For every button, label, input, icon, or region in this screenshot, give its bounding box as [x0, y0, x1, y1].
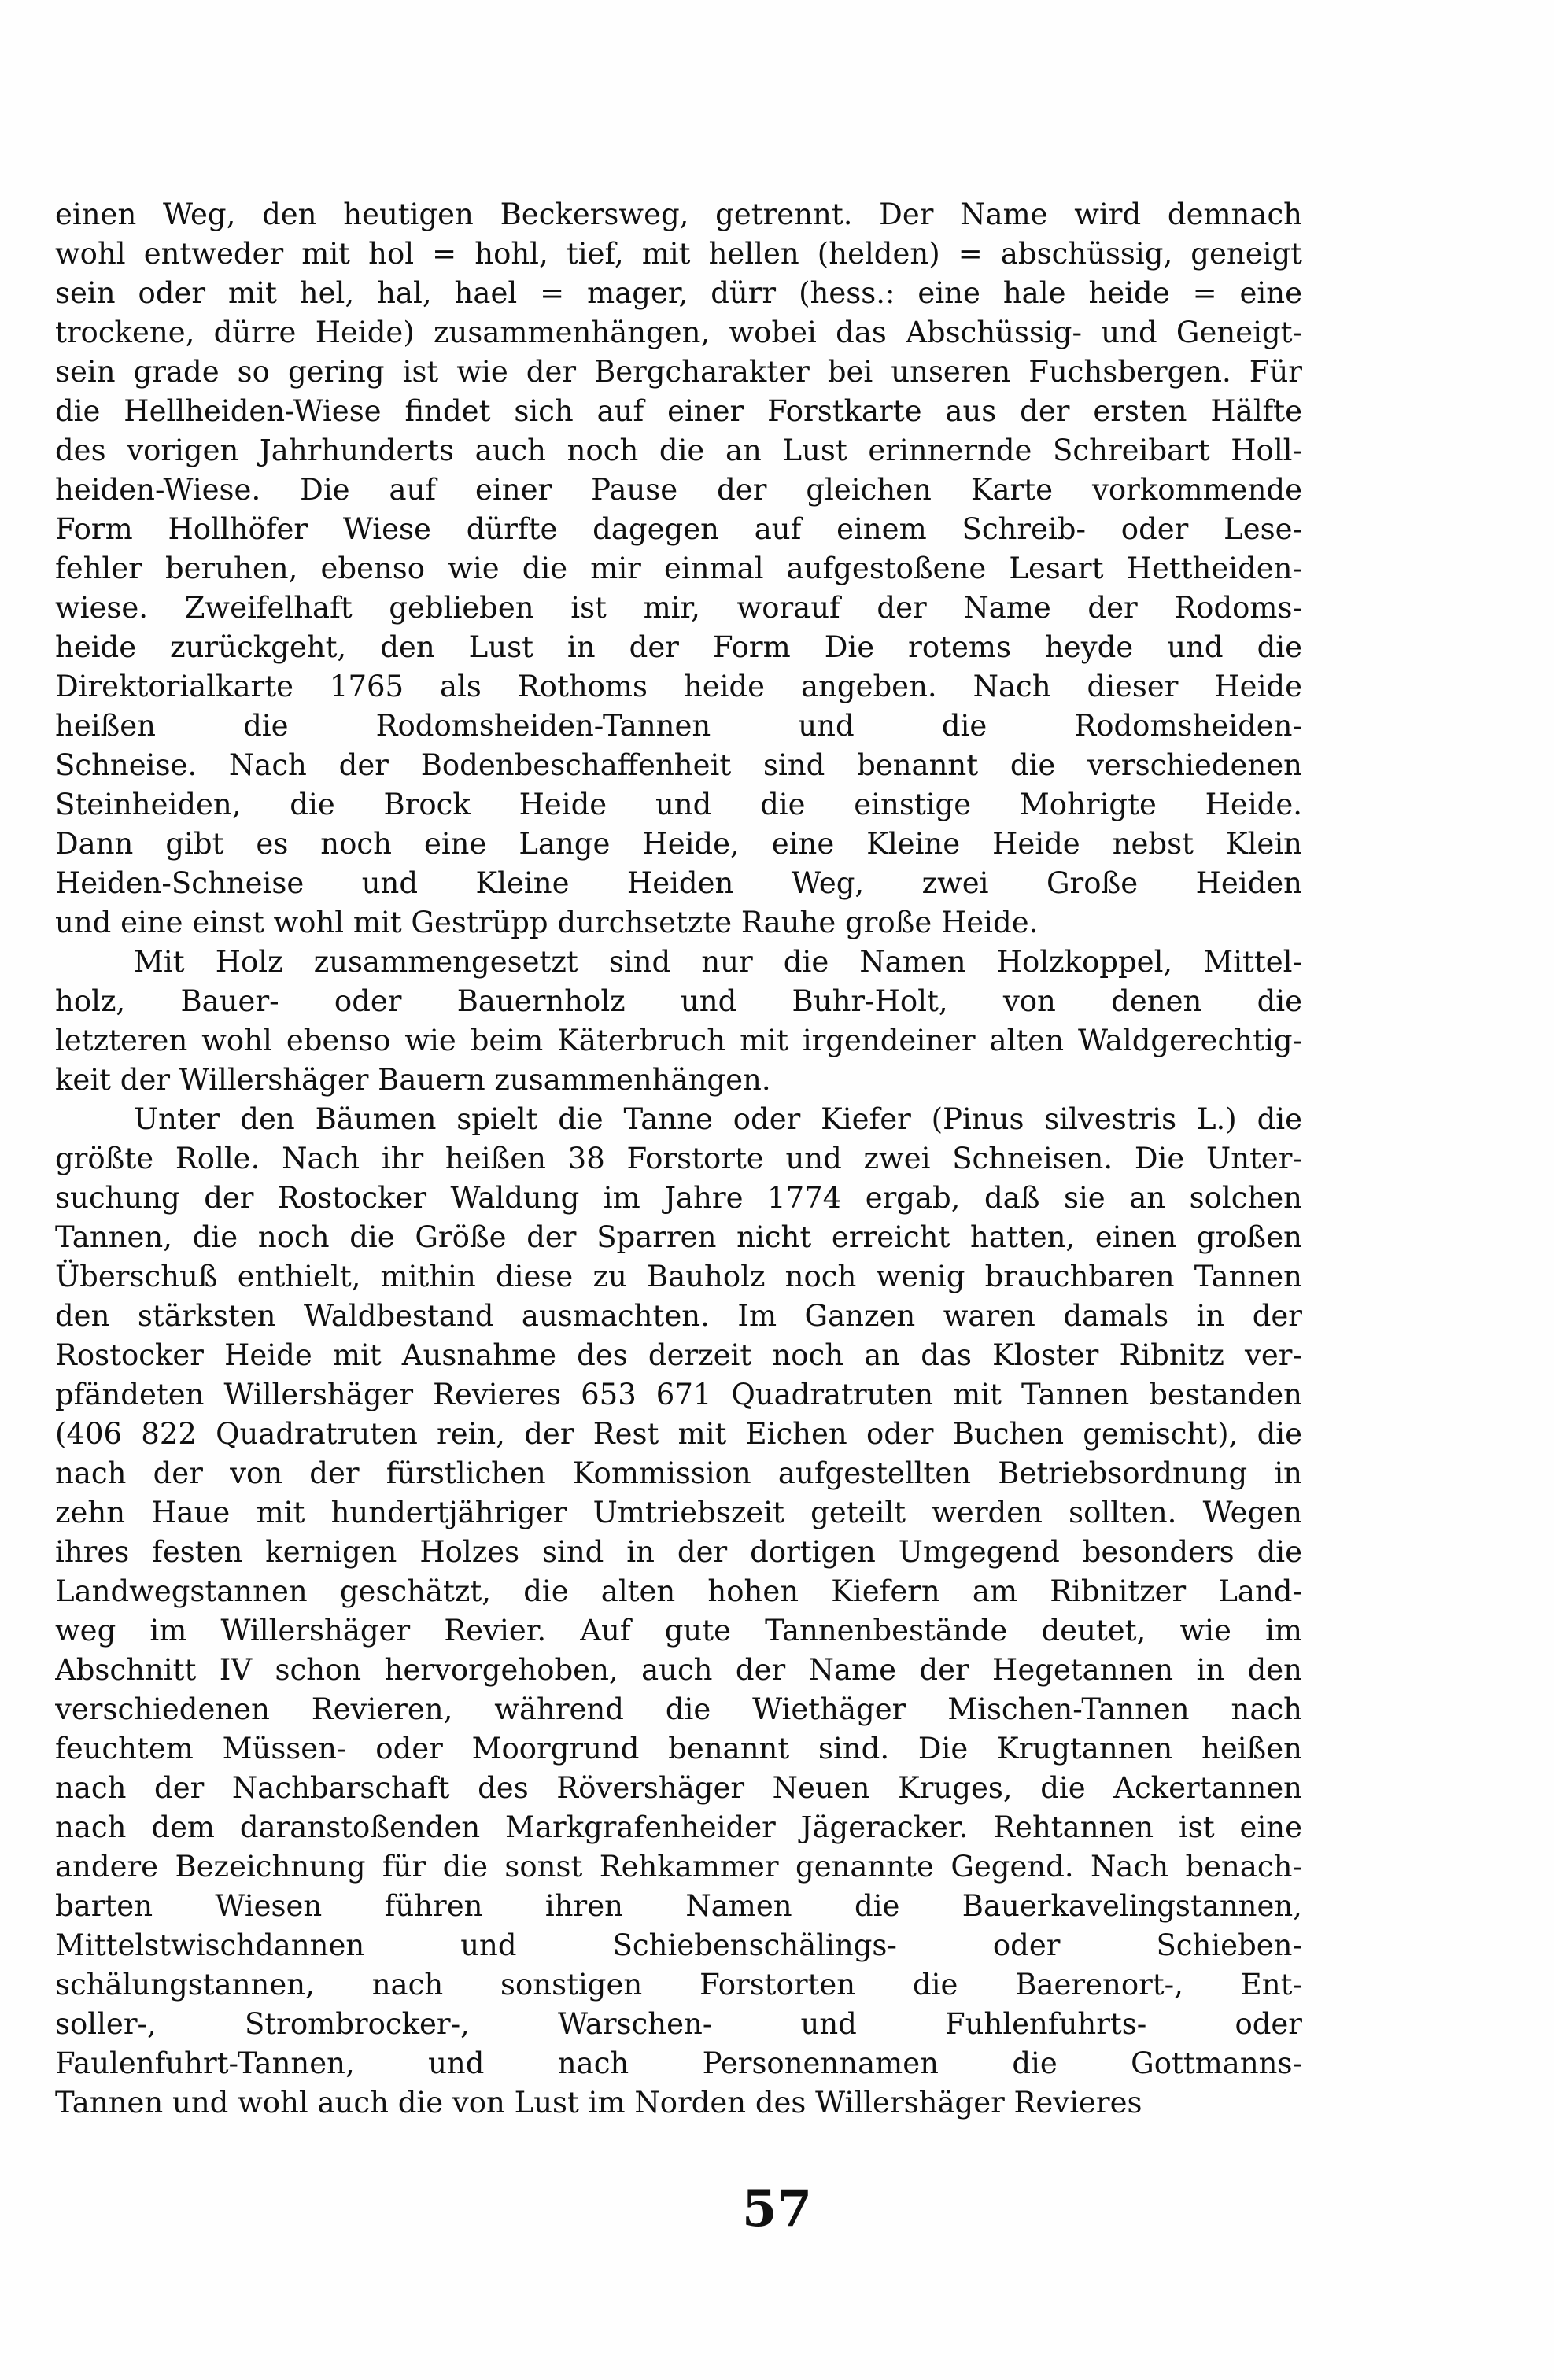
text-line: andere Bezeichnung für die sonst Rehkammer genannte Gegend. Nach benach-	[55, 1850, 1302, 1884]
paragraph	[55, 1100, 1302, 2123]
text-line: einen Weg, den heutigen Beckersweg, getrennt. Der Name wird demnach	[55, 197, 1302, 231]
body-text	[55, 195, 1302, 2123]
paragraph	[55, 195, 1302, 943]
text-line: (406 822 Quadratruten rein, der Rest mit Eichen oder Buchen gemischt), die	[55, 1417, 1302, 1451]
text-line: trockene, dürre Heide) zusammenhängen, wobei das Abschüssig- und Geneigt-	[55, 315, 1302, 349]
text-line: holz, Bauer- oder Bauernholz und Buhr-Holt, von denen die	[55, 984, 1302, 1018]
text-line: ihres festen kernigen Holzes sind in der dortigen Umgegend besonders die	[55, 1535, 1302, 1569]
text-line: soller-, Strombrocker-, Warschen- und Fuhlenfuhrts- oder	[55, 2007, 1302, 2041]
page-number: 57	[741, 2179, 813, 2238]
text-line: suchung der Rostocker Waldung im Jahre 1774 ergab, daß sie an solchen	[55, 1181, 1302, 1215]
text-line: letzteren wohl ebenso wie beim Käterbruch mit irgendeiner alten Waldgerechtig-	[55, 1024, 1302, 1057]
text-line: Faulenfuhrt-Tannen, und nach Personennamen die Gottmanns-	[55, 2046, 1302, 2080]
text-line: nach der von der fürstlichen Kommission aufgestellten Betriebsordnung in	[55, 1456, 1302, 1490]
text-line: verschiedenen Revieren, während die Wiethäger Mischen-Tannen nach	[55, 1692, 1302, 1726]
text-line: Mit Holz zusammengesetzt sind nur die Namen Holzkoppel, Mittel-	[134, 945, 1302, 979]
text-line: heide zurückgeht, den Lust in der Form Die rotems heyde und die	[55, 630, 1302, 664]
text-line: sein oder mit hel, hal, hael = mager, dürr (hess.: eine hale heide = eine	[55, 276, 1302, 310]
text-line: heiden-Wiese. Die auf einer Pause der gleichen Karte vorkommende	[55, 473, 1302, 507]
text-line: keit der Willershäger Bauern zusammenhängen.	[55, 1063, 771, 1097]
text-line: des vorigen Jahrhunderts auch noch die an Lust erinnernde Schreibart Holl-	[55, 434, 1302, 467]
text-line: Rostocker Heide mit Ausnahme des derzeit noch an das Kloster Ribnitz ver-	[55, 1338, 1302, 1372]
text-line: pfändeten Willershäger Revieres 653 671 Quadratruten mit Tannen bestanden	[55, 1378, 1302, 1411]
text-line: fehler beruhen, ebenso wie die mir einmal aufgestoßene Lesart Hettheiden-	[55, 552, 1302, 585]
text-line: Landwegstannen geschätzt, die alten hohen Kiefern am Ribnitzer Land-	[55, 1574, 1302, 1608]
paragraph	[55, 943, 1302, 1100]
text-line: barten Wiesen führen ihren Namen die Bauerkavelingstannen,	[55, 1889, 1302, 1923]
text-line: Form Hollhöfer Wiese dürfte dagegen auf einem Schreib- oder Lese-	[55, 512, 1302, 546]
text-line: Tannen, die noch die Größe der Sparren nicht erreicht hatten, einen großen	[55, 1220, 1302, 1254]
text-line: schälungstannen, nach sonstigen Forstorten die Baerenort-, Ent-	[55, 1968, 1302, 2002]
text-line: Überschuß enthielt, mithin diese zu Bauholz noch wenig brauchbaren Tannen	[55, 1260, 1302, 1293]
text-line: Tannen und wohl auch die von Lust im Norden des Willershäger Revieres	[55, 2086, 1142, 2120]
text-line: feuchtem Müssen- oder Moorgrund benannt sind. Die Krugtannen heißen	[55, 1732, 1302, 1766]
text-line: Dann gibt es noch eine Lange Heide, eine Kleine Heide nebst Klein	[55, 827, 1302, 861]
text-line: Heiden-Schneise und Kleine Heiden Weg, zwei Große Heiden	[55, 866, 1302, 900]
text-line: Schneise. Nach der Bodenbeschaffenheit sind benannt die verschiedenen	[55, 748, 1302, 782]
text-line: wiese. Zweifelhaft geblieben ist mir, worauf der Name der Rodoms-	[55, 591, 1302, 625]
text-line: größte Rolle. Nach ihr heißen 38 Forstorte und zwei Schneisen. Die Unter-	[55, 1142, 1302, 1175]
text-line: nach dem daranstoßenden Markgrafenheider Jägeracker. Rehtannen ist eine	[55, 1810, 1302, 1844]
text-line: weg im Willershäger Revier. Auf gute Tannenbestände deutet, wie im	[55, 1614, 1302, 1648]
text-line: heißen die Rodomsheiden-Tannen und die Rodomsheiden-	[55, 709, 1302, 743]
text-line: Unter den Bäumen spielt die Tanne oder Kiefer (Pinus silvestris L.) die	[134, 1102, 1302, 1136]
text-line: wohl entweder mit hol = hohl, tief, mit hellen (helden) = abschüssig, geneigt	[55, 237, 1302, 271]
text-line: Direktorialkarte 1765 als Rothoms heide angeben. Nach dieser Heide	[55, 670, 1302, 703]
text-line: Steinheiden, die Brock Heide und die einstige Mohrigte Heide.	[55, 788, 1302, 821]
text-line: sein grade so gering ist wie der Bergcharakter bei unseren Fuchsbergen. Für	[55, 355, 1302, 389]
text-line: Mittelstwischdannen und Schiebenschälings- oder Schieben-	[55, 1928, 1302, 1962]
text-line: nach der Nachbarschaft des Rövershäger Neuen Kruges, die Ackertannen	[55, 1771, 1302, 1805]
text-line: zehn Haue mit hundertjähriger Umtriebszeit geteilt werden sollten. Wegen	[55, 1496, 1302, 1529]
text-line: Abschnitt IV schon hervorgehoben, auch der Name der Hegetannen in den	[55, 1653, 1302, 1687]
text-line: und eine einst wohl mit Gestrüpp durchsetzte Rauhe große Heide.	[55, 906, 1039, 939]
text-line: die Hellheiden-Wiese findet sich auf einer Forstkarte aus der ersten Hälfte	[55, 394, 1302, 428]
text-line: den stärksten Waldbestand ausmachten. Im Ganzen waren damals in der	[55, 1299, 1302, 1333]
